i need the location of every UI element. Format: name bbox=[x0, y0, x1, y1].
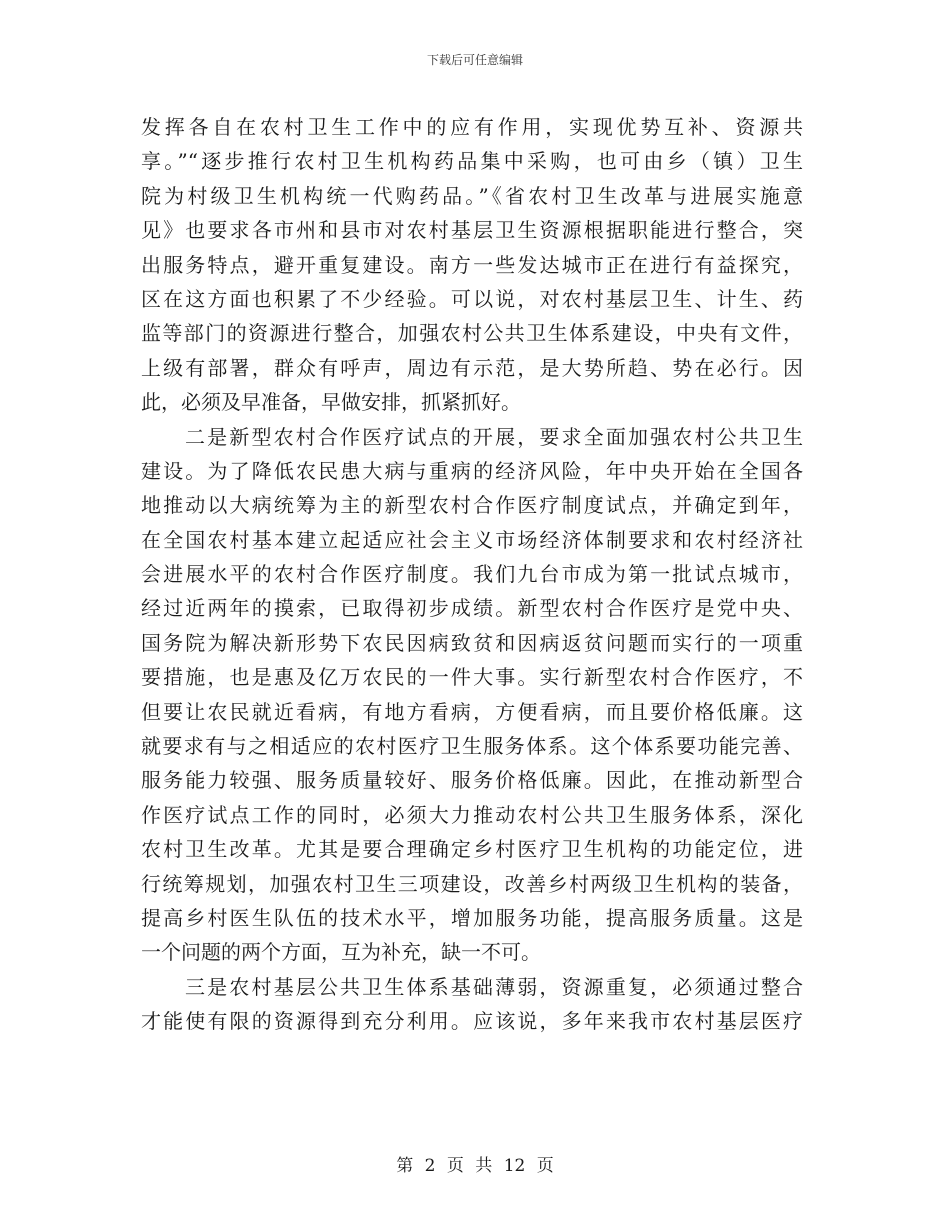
text-line: 经过近两年的摸索，已取得初步成绩。新型农村合作医疗是党中央、 bbox=[141, 596, 803, 621]
page-header: 下载后可任意编辑 bbox=[426, 53, 523, 67]
text-line: 作医疗试点工作的同时，必须大力推动农村公共卫生服务体系，深化 bbox=[141, 802, 803, 827]
text-line: 国务院为解决新形势下农民因病致贫和因病返贫问题而实行的一项重 bbox=[141, 630, 803, 655]
paragraph-start-line: 二是新型农村合作医疗试点的开展，要求全面加强农村公共卫生 bbox=[185, 424, 803, 449]
text-line: 建设。为了降低农民患大病与重病的经济风险，年中央开始在全国各 bbox=[141, 458, 803, 483]
text-line: 上级有部署，群众有呼声，周边有示范，是大势所趋、势在必行。因 bbox=[141, 355, 803, 380]
paragraph-end-line: 此，必须及早准备，早做安排，抓紧抓好。 bbox=[141, 390, 521, 415]
text-line: 监等部门的资源进行整合，加强农村公共卫生体系建设，中央有文件， bbox=[141, 321, 803, 346]
text-line: 行统筹规划，加强农村卫生三项建设，改善乡村两级卫生机构的装备， bbox=[141, 871, 803, 896]
text-line: 在全国农村基本建立起适应社会主义市场经济体制要求和农村经济社 bbox=[141, 527, 803, 552]
text-line: 服务能力较强、服务质量较好、服务价格低廉。因此，在推动新型合 bbox=[141, 768, 803, 793]
text-line: 发挥各自在农村卫生工作中的应有作用，实现优势互补、资源共 bbox=[141, 115, 803, 139]
text-line: 但要让农民就近看病，有地方看病，方便看病，而且要价格低廉。这 bbox=[141, 699, 803, 724]
text-line: 出服务特点，避开重复建设。南方一些发达城市正在进行有益探究， bbox=[141, 252, 803, 277]
text-line: 会进展水平的农村合作医疗制度。我们九台市成为第一批试点城市， bbox=[141, 562, 803, 587]
text-line: 区在这方面也积累了不少经验。可以说，对农村基层卫生、计生、药 bbox=[141, 286, 803, 311]
text-line: 才能使有限的资源得到充分利用。应该说，多年来我市农村基层医疗 bbox=[141, 1009, 803, 1034]
text-line: 提高乡村医生队伍的技术水平，增加服务功能，提高服务质量。这是 bbox=[141, 905, 803, 930]
text-line: 地推动以大病统筹为主的新型农村合作医疗制度试点，并确定到年， bbox=[141, 493, 803, 518]
paragraph-end-line: 一个问题的两个方面，互为补充，缺一不可。 bbox=[141, 940, 541, 965]
page-number: 第 2 页 共 12 页 bbox=[396, 1156, 554, 1176]
text-line: 见》也要求各市州和县市对农村基层卫生资源根据职能进行整合，突 bbox=[141, 218, 803, 243]
text-line: 享。”“逐步推行农村卫生机构药品集中采购，也可由乡（镇）卫生 bbox=[141, 149, 803, 174]
text-line: 农村卫生改革。尤其是要合理确定乡村医疗卫生机构的功能定位，进 bbox=[141, 837, 803, 862]
text-line: 要措施，也是惠及亿万农民的一件大事。实行新型农村合作医疗，不 bbox=[141, 665, 803, 690]
text-line: 院为村级卫生机构统一代购药品。”《省农村卫生改革与进展实施意 bbox=[141, 183, 803, 208]
document-body bbox=[141, 110, 803, 1039]
paragraph-start-line: 三是农村基层公共卫生体系基础薄弱，资源重复，必须通过整合 bbox=[185, 974, 803, 999]
text-line: 就要求有与之相适应的农村医疗卫生服务体系。这个体系要功能完善、 bbox=[141, 734, 803, 759]
